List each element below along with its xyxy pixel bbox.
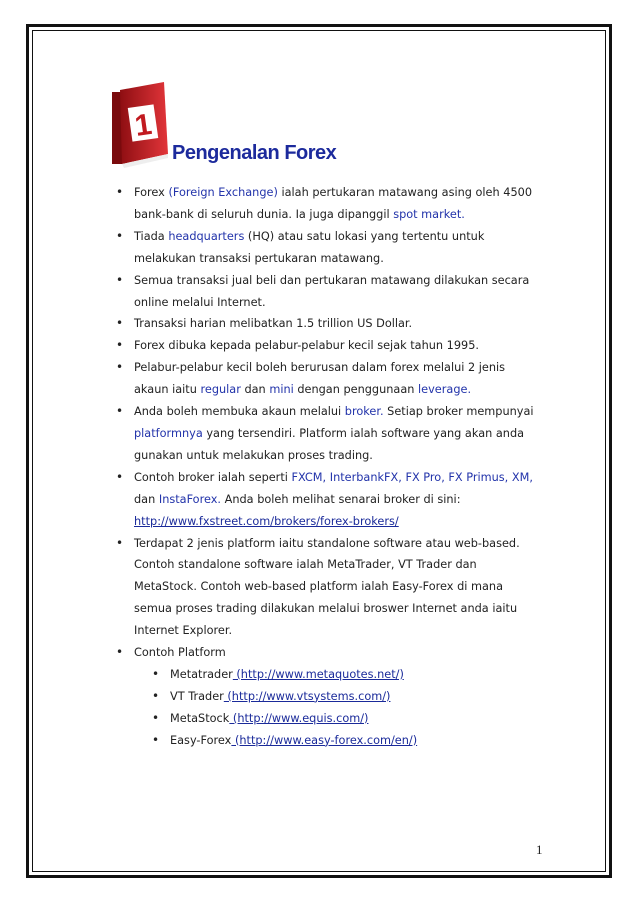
bullet-icon: •	[116, 645, 124, 660]
highlighted-term: (Foreign Exchange)	[168, 186, 278, 199]
bullet-item	[114, 357, 534, 401]
bullet-icon: •	[152, 732, 160, 747]
bullet-content	[114, 182, 534, 752]
platform-link[interactable]: (http://www.vtsystems.com/)	[223, 689, 391, 703]
book-number-icon	[110, 78, 170, 168]
bullet-text: Semua transaksi jual beli dan pertukaran matawang dilakukan secara online melalui Internet.	[134, 273, 530, 309]
platform-name: VT Trader	[170, 689, 224, 703]
highlighted-term: regular	[200, 383, 241, 397]
bullet-text: dan	[240, 383, 270, 397]
broker-list-link[interactable]: http://www.fxstreet.com/brokers/forex-brokers/	[134, 514, 399, 528]
bullet-text: ialah pertukaran matawang asing oleh 4500 bank-bank di seluruh dunia. Ia juga dipanggil	[134, 186, 533, 221]
platform-item	[134, 730, 534, 752]
platform-link[interactable]: (http://www.metaquotes.net/)	[232, 667, 404, 681]
highlighted-term: FXCM, InterbankFX, FX Pro, FX Primus, XM,	[291, 470, 533, 484]
bullet-icon: •	[152, 688, 160, 703]
bullet-text: Forex	[134, 186, 169, 199]
highlighted-term: broker.	[344, 405, 384, 419]
bullet-list	[114, 182, 534, 752]
platform-item	[134, 686, 534, 708]
bullet-item	[114, 226, 534, 270]
bullet-icon: •	[116, 535, 124, 550]
highlighted-term: headquarters	[168, 229, 245, 243]
bullet-icon: •	[116, 228, 124, 243]
bullet-item	[114, 335, 534, 357]
bullet-text: Contoh broker ialah seperti	[134, 470, 292, 484]
bullet-text: dengan penggunaan	[293, 383, 419, 397]
highlighted-term: spot market.	[393, 207, 465, 221]
bullet-icon: •	[152, 666, 160, 681]
bullet-item	[114, 642, 534, 752]
bullet-text: Tiada	[134, 229, 169, 243]
bullet-text: Forex dibuka kepada pelabur-pelabur kecil sejak tahun 1995.	[134, 339, 480, 353]
bullet-text: (HQ) atau satu lokasi yang tertentu untuk melakukan transaksi pertukaran matawang.	[134, 229, 485, 265]
page-number: 1	[536, 842, 543, 857]
bullet-icon: •	[116, 469, 124, 484]
bullet-icon: •	[116, 360, 124, 375]
platform-list	[134, 664, 534, 752]
platform-item	[134, 664, 534, 686]
bullet-text: Transaksi harian melibatkan 1.5 trillion US Dollar.	[134, 317, 413, 331]
bullet-icon: •	[116, 404, 124, 419]
book-number-text: 1	[132, 107, 154, 143]
platform-link[interactable]: (http://www.easy-forex.com/en/)	[231, 733, 418, 747]
highlighted-term: mini	[269, 383, 294, 397]
bullet-text: Anda boleh membuka akaun melalui	[134, 405, 345, 419]
bullet-item	[114, 182, 534, 226]
platform-name: MetaStock	[170, 711, 230, 725]
bullet-icon: •	[116, 272, 124, 287]
platform-name: Metatrader	[170, 667, 233, 681]
highlighted-term: platformnya	[134, 426, 203, 440]
bullet-icon: •	[116, 338, 124, 353]
bullet-text: Setiap broker mempunyai	[383, 405, 534, 419]
platform-item	[134, 708, 534, 730]
bullet-text: yang tersendiri. Platform ialah software yang akan anda gunakan untuk melakukan proses trading.	[134, 426, 525, 462]
page-title: Pengenalan Forex	[172, 142, 337, 164]
bullet-icon: •	[116, 316, 124, 331]
bullet-text: dan	[134, 492, 159, 506]
bullet-icon: •	[152, 710, 160, 725]
bullet-item	[114, 533, 534, 643]
bullet-text: Anda boleh melihat senarai broker di sini:	[221, 492, 461, 506]
highlighted-term: InstaForex.	[158, 492, 222, 506]
bullet-item	[114, 313, 534, 335]
bullet-text: Pelabur-pelabur kecil boleh berurusan dalam forex melalui 2 jenis akaun iaitu	[134, 361, 506, 397]
highlighted-term: leverage.	[418, 383, 472, 397]
platform-link[interactable]: (http://www.equis.com/)	[229, 711, 369, 725]
bullet-icon: •	[116, 185, 124, 199]
bullet-text: Contoh Platform	[134, 646, 226, 660]
bullet-text: Terdapat 2 jenis platform iaitu standalone software atau web-based. Contoh standalone software ialah MetaTrader, VT Trader dan MetaStock. Contoh web-based platform ialah Easy-Forex di mana semua proses trading dilakukan melalui broswer Internet anda iaitu Internet Explorer.	[134, 536, 520, 638]
platform-name: Easy-Forex	[170, 733, 232, 747]
bullet-item	[114, 270, 534, 314]
bullet-item	[114, 401, 534, 467]
bullet-item	[114, 467, 534, 533]
